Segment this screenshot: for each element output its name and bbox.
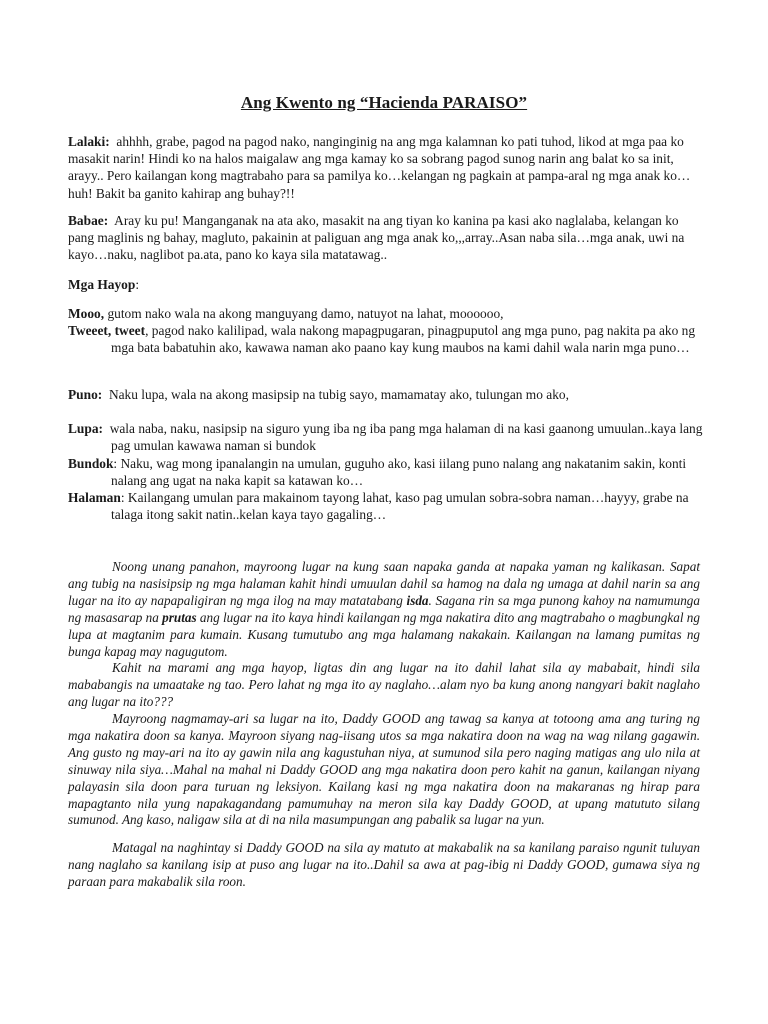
heading-text: Mga Hayop [68,277,136,292]
document-title: Ang Kwento ng “Hacienda PARAISO” [240,93,528,112]
speaker-label: Halaman [68,490,121,505]
dialogue-text: : Naku, wag mong ipanalangin na umulan, guguho ako, kasi iilang puno nalang ang nakatanim sakin, konti nalang ang ugat na naka kapit sa katawan ko… [111,456,687,489]
paragraph-text: Matagal na naghintay si Daddy GOOD na sila ay matuto at makabalik na sa kanilang paraiso ngunit tuluyan nang naglaho sa kanilang isip at puso ang lugar na ito..Dahil sa awa at pag-ibig ni Daddy GOOD, gumawa siya ng paraan para makabalik sila roon. [68,840,700,889]
paragraph-text: Mayroong nagmamay-ari sa lugar na ito, Daddy GOOD ang tawag sa kanya at totoong ama ang turing ng mga nakatira doon sa kanya. Mayroon siyang nag-iisang utos sa mga nakatira doon na wag na wag nilang gagawin. Ang gusto ng may-ari na ito ay gawin nila ang kagustuhan niya, at sumunod sila pero naging matigas ang ulo nila at sinuway nila siya…Mahal na mahal ni Daddy GOOD ang mga nakatira doon pero kahit na ganun, kailangan niyang palayasin sila doon para turuan ng leksiyon. Kailang kasi ng mga nakatira doon na makaranas ng hirap para mapagtanto nila yung napakagandang pamumuhay na meron sila kay Daddy GOOD, at upang matututo silang sumunod. Ang kaso, naligaw sila at di na nila masumpungan ang pabalik sa lugar na yun. [68,711,700,828]
narrative-paragraph-4 [68,840,700,891]
narrative-paragraph-3 [68,711,700,829]
dialogue-puno [68,386,704,403]
emphasis-text: isda [406,592,429,608]
section-heading-mga-hayop: Mga Hayop: [68,277,140,292]
paragraph-text: Noong unang panahon, mayroong lugar na kung saan napaka ganda at napaka yaman ng kalikasan. Sapat ang tubig na nasisipsip ng mga halaman kahit hindi umuulan dahil sa hamog na dala ng umaga at dahil narin sa ang lugar na ito ay napapaligiran ng mga ilog na may matatabang [68,559,700,608]
dialogue-tweeet [68,322,704,356]
speaker-label: Bundok [68,456,114,471]
emphasis-text: prutas [162,609,197,625]
dialogue-halaman [68,489,704,523]
dialogue-lalaki [68,133,704,202]
speaker-label: Puno: [68,387,103,402]
dialogue-text: , pagod nako kalilipad, wala nakong mapagpugaran, pinagpuputol ang mga puno, pag nakita pa ako ng mga bata babatuhin ako, kawawa naman ako paano kay kung maubos na kami dahil wala narin mga puno… [111,323,696,356]
dialogue-lupa [68,420,704,454]
narrative-paragraph-2 [68,660,700,711]
dialogue-text: ahhhh, grabe, pagod na pagod nako, nanginginig na ang mga kalamnan ko pati tuhod, likod at mga paa ko masakit narin! Hindi ko na halos maigalaw ang mga kamay ko sa sobrang pagod sunog narin ang balat ko sa init, arayy.. Pero kailangan kong magtrabaho para sa pamilya ko…kelangan ng pagkain at pampa-aral ng mga anak ko…huh! Bakit ba ganito kahirap ang buhay?!! [68,134,691,201]
dialogue-mooo [68,305,704,322]
speaker-label: Lalaki: [68,134,110,149]
paragraph-text: Kahit na marami ang mga hayop, ligtas din ang lugar na ito dahil lahat sila ay mababait, hindi sila mababangis na umaatake ng tao. Pero lahat ng mga ito ay naglaho…alam nyo ba kung anong nangyari bakit naglaho ang lugar na ito??? [68,660,700,709]
dialogue-text: Aray ku pu! Manganganak na ata ako, masakit na ang tiyan ko kanina pa kasi ako naglalaba, kelangan ko pang maglinis ng bahay, magluto, pakainin at paliguan ang mga anak ko,,,array..Asan naba sila…mga anak, uwi na kayo…naku, naglibot pa.ata, pano ko kaya sila matatawag.. [68,213,685,263]
dialogue-text: : Kailangang umulan para makainom tayong lahat, kaso pag umulan sobra-sobra naman…hayyy, grabe na talaga itong sakit natin..kelan kaya tayo gagaling… [111,490,689,523]
narrative-paragraph-1 [68,559,700,660]
paragraph-text: ang lugar na ito kaya hindi kailangan ng mga nakatira dito ang magtrabaho o magbungkal ng lupa at magtanim para kumain. Kusang tumutubo ang mga halamang nakakain. Kailangan na lamang pumitas ng bunga kapag may nagugutom. [68,609,700,659]
dialogue-text: Naku lupa, wala na akong masipsip na tubig sayo, mamamatay ako, tulungan mo ako, [108,387,569,402]
dialogue-bundok [68,455,704,489]
paragraph-text: . Sagana rin sa mga punong kahoy na namumunga ng masasarap na [68,592,700,625]
speaker-label: Babae: [68,213,109,228]
dialogue-text: wala naba, naku, nasipsip na siguro yung iba ng iba pang mga halaman di na kasi gaanong umuulan..kaya lang pag umulan kawawa naman si bundok [109,421,703,454]
dialogue-text: gutom nako wala na akong manguyang damo, natuyot na lahat, moooooo, [107,306,504,321]
speaker-label: Tweeet, tweet [68,323,146,338]
dialogue-babae [68,212,704,264]
speaker-label: Mooo, [68,306,105,321]
speaker-label: Lupa: [68,421,103,436]
